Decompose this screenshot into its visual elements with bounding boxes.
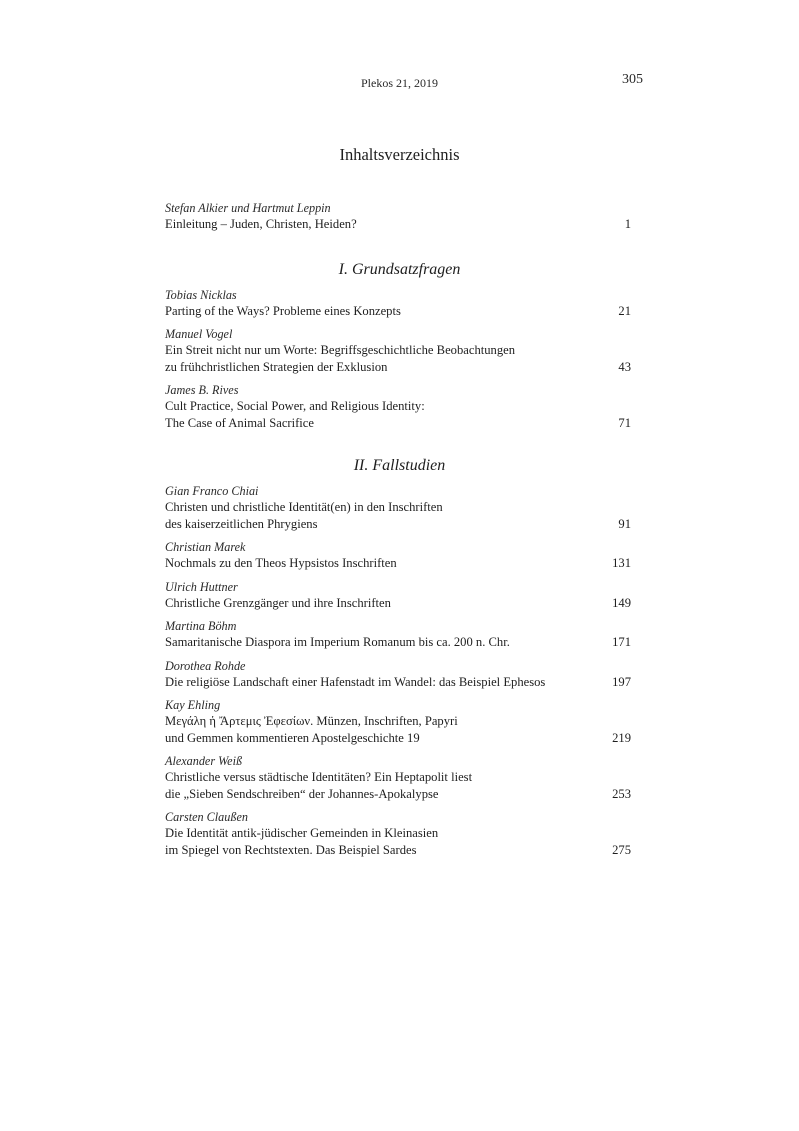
entry-author: Martina Böhm (165, 619, 237, 633)
entry-page: 43 (618, 359, 631, 374)
entry-page: 91 (618, 516, 631, 531)
entry-page: 171 (612, 635, 631, 649)
entry-page: 219 (612, 730, 631, 745)
entry-title: zu frühchristlichen Strategien der Exklusion (165, 359, 388, 374)
section-heading: I. Grundsatzfragen (338, 260, 461, 278)
toc-entry (165, 809, 631, 858)
running-head: Plekos 21, 2019 (360, 76, 438, 90)
toc-entry (165, 382, 631, 431)
entry-title: und Gemmen kommentieren Apostelgeschichte 19 (165, 730, 420, 745)
entry-page: 275 (612, 842, 631, 857)
toc-entry (165, 579, 631, 612)
entry-title: im Spiegel von Rechtstexten. Das Beispiel Sardes (165, 842, 417, 857)
entry-page: 197 (612, 674, 631, 689)
section-heading: II. Fallstudien (353, 457, 446, 474)
table-of-contents (165, 200, 631, 865)
entry-author: Carsten Claußen (165, 810, 248, 824)
entry-author: Gian Franco Chiai (165, 484, 259, 498)
entry-author: Stefan Alkier und Hartmut Leppin (165, 201, 331, 215)
entry-title: Μεγάλη ἡ Ἄρτεμις Ἐφεσίων. Münzen, Inschriften, Papyri (165, 714, 458, 728)
entry-author: Dorothea Rohde (165, 658, 246, 673)
toc-entry (165, 697, 631, 746)
entry-page: 253 (612, 786, 631, 801)
entry-author: Kay Ehling (165, 698, 221, 712)
entry-title: Samaritanische Diaspora im Imperium Romanum bis ca. 200 n. Chr. (165, 635, 510, 649)
page-number: 305 (622, 72, 643, 87)
toc-entry (165, 326, 631, 375)
toc-entry (165, 753, 631, 802)
toc-entry (165, 539, 631, 572)
entry-title: Nochmals zu den Theos Hypsistos Inschriften (165, 556, 397, 570)
entry-title: Parting of the Ways? Probleme eines Konzepts (165, 303, 401, 318)
entry-title: des kaiserzeitlichen Phrygiens (165, 516, 318, 531)
entry-page: 71 (618, 415, 631, 430)
entry-title: Christliche Grenzgänger und ihre Inschriften (165, 595, 391, 610)
entry-author: James B. Rives (165, 383, 239, 397)
toc-entry (165, 618, 631, 651)
entry-title: die „Sieben Sendschreiben“ der Johannes-Apokalypse (165, 786, 439, 801)
entry-author: Christian Marek (165, 540, 246, 554)
entry-author: Ulrich Huttner (165, 579, 238, 594)
entry-page: 149 (612, 595, 631, 610)
entry-title: Einleitung – Juden, Christen, Heiden? (165, 217, 357, 231)
entry-title: Christliche versus städtische Identitäten? Ein Heptapolit liest (165, 770, 473, 784)
entry-page: 131 (612, 556, 631, 570)
entry-title: The Case of Animal Sacrifice (165, 415, 314, 430)
toc-entry-intro (165, 200, 631, 233)
entry-author: Tobias Nicklas (165, 287, 237, 302)
entry-title: Cult Practice, Social Power, and Religious Identity: (165, 399, 425, 413)
entry-title: Die religiöse Landschaft einer Hafenstadt im Wandel: das Beispiel Ephesos (165, 674, 546, 689)
toc-entry (165, 483, 631, 532)
entry-page: 21 (618, 303, 631, 318)
entry-author: Alexander Weiß (165, 754, 243, 768)
entry-author: Manuel Vogel (165, 327, 233, 341)
toc-title: Inhaltsverzeichnis (339, 145, 460, 164)
toc-entry (165, 287, 631, 320)
entry-title: Die Identität antik-jüdischer Gemeinden in Kleinasien (165, 826, 439, 840)
entry-page: 1 (624, 217, 631, 231)
toc-entry (165, 658, 631, 691)
entry-title: Christen und christliche Identität(en) in den Inschriften (165, 500, 443, 514)
entry-title: Ein Streit nicht nur um Worte: Begriffsgeschichtliche Beobachtungen (165, 343, 516, 357)
